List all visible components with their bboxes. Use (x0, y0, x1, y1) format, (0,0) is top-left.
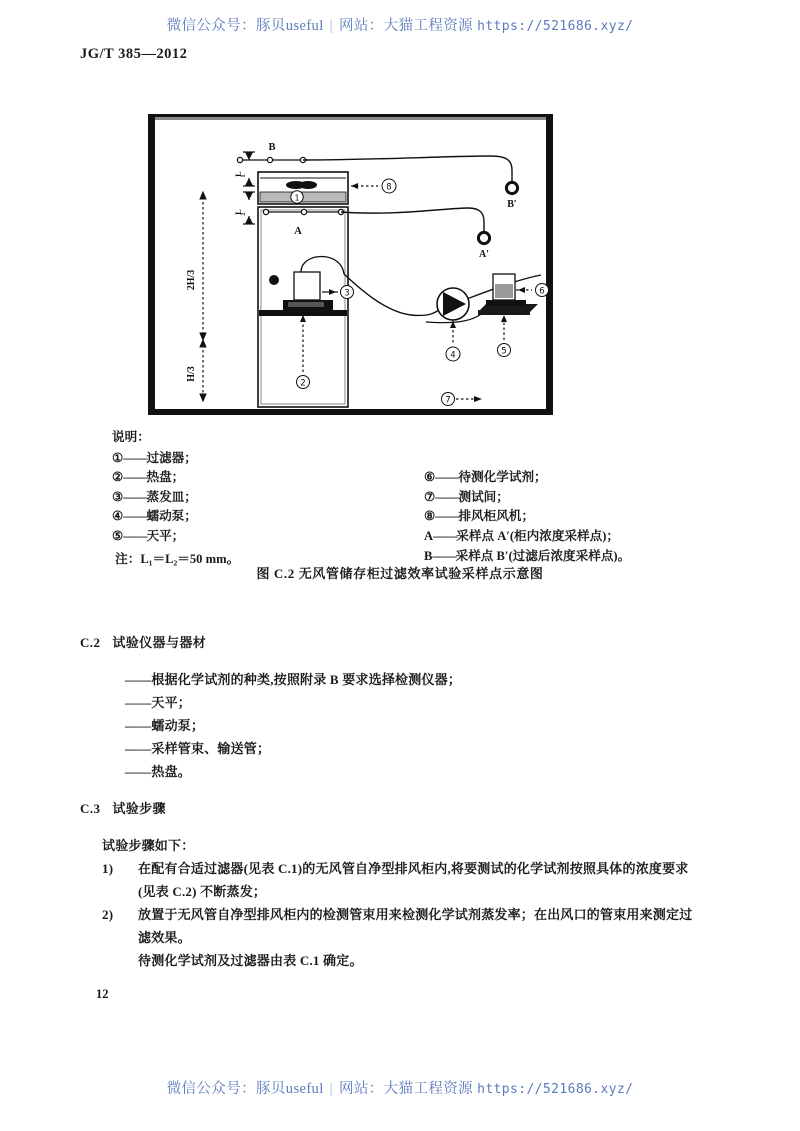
legend-item (424, 468, 734, 488)
list-item: ——采样管束、输送管； (125, 741, 271, 756)
legend-item-key: ① (112, 450, 124, 465)
svg-text:4: 4 (450, 350, 456, 361)
legend-item-key: ⑧ (424, 509, 436, 524)
legend-item-key: ⑤ (112, 528, 124, 543)
legend-item-text: 排风柜风机； (458, 509, 535, 524)
list-item (102, 857, 702, 903)
legend-item-dash: —— (433, 528, 457, 543)
legend-item-dash: —— (432, 548, 456, 563)
section-c2-list (125, 668, 725, 783)
legend-item-text: 蒸发皿； (146, 489, 197, 504)
legend-item (112, 449, 412, 469)
legend-item-key: A (424, 528, 434, 543)
list-item (102, 903, 702, 949)
watermark-bottom (0, 1077, 800, 1098)
legend-column-right (424, 468, 734, 566)
list-item: ——天平； (125, 695, 192, 710)
section-c2-number: C.2 (80, 635, 101, 650)
legend-note-prefix: 注： (115, 551, 141, 566)
watermark-site-label: 网站： (338, 1081, 384, 1097)
svg-text:3: 3 (344, 288, 350, 299)
list-item-text: 在配有合适过滤器(见表 C.1)的无风管自净型排风柜内,将要测试的化学试剂按照具体的浓度要求(见表 C.2) 不断蒸发； (138, 861, 689, 899)
legend-item-dash: —— (123, 450, 147, 465)
legend-item-dash: —— (435, 489, 459, 504)
section-c3-body (102, 834, 702, 972)
legend-item-key: ③ (112, 489, 124, 504)
svg-text:2: 2 (241, 212, 247, 216)
page-number: 12 (96, 987, 109, 1001)
watermark-separator: | (329, 1081, 333, 1097)
legend-item (112, 507, 412, 527)
watermark-wechat-value: 豚贝useful (256, 1081, 324, 1097)
legend-item (424, 527, 734, 547)
svg-text:A′: A′ (478, 249, 490, 260)
svg-text:1: 1 (294, 193, 300, 203)
svg-text:7: 7 (445, 395, 451, 406)
label-l1: L (233, 171, 243, 177)
section-c3-heading (80, 798, 166, 817)
legend-item-key: ② (112, 470, 124, 485)
watermark-top (0, 14, 800, 35)
legend-item (112, 527, 412, 547)
legend-item-key: B (424, 548, 433, 563)
watermark-wechat-value: 豚贝useful (256, 18, 324, 34)
legend-item-text: 过滤器； (146, 450, 197, 465)
watermark-url: https://521686.xyz/ (477, 1082, 634, 1097)
watermark-site-label: 网站： (338, 18, 384, 34)
section-c3-intro: 试验步骤如下： (102, 838, 195, 853)
section-c3-title: 试验步骤 (112, 801, 166, 816)
figure-c2-diagram (146, 112, 555, 417)
watermark-separator: | (329, 18, 333, 34)
label-point-a: A (294, 226, 302, 237)
section-c3-tail: 待测化学试剂及过滤器由表 C.1 确定。 (138, 953, 363, 968)
list-item-text: 放置于无风管自净型排风柜内的检测管束用来检测化学试剂蒸发率；在出风口的管束用来测定过滤效果。 (138, 907, 693, 945)
legend-item (424, 488, 734, 508)
legend-item-text: 待测化学试剂； (458, 470, 547, 485)
label-point-b: B (268, 142, 276, 153)
document-standard-code: JG/T 385—2012 (80, 46, 188, 62)
watermark-url: https://521686.xyz/ (477, 19, 634, 34)
figure-caption: 图 C.2 无风管储存柜过滤效率试验采样点示意图 (256, 566, 544, 581)
list-item-marker: 1) (102, 861, 114, 876)
label-2h3: 2H/3 (186, 269, 197, 291)
legend-item-dash: —— (123, 528, 147, 543)
legend-title: 说明： (112, 430, 150, 444)
legend-item-text: 热盘； (146, 470, 185, 485)
list-item-marker: 2) (102, 907, 114, 922)
legend-column-left (112, 449, 412, 547)
watermark-wechat-label: 微信公众号： (166, 1081, 256, 1097)
legend-item-dash: —— (435, 509, 459, 524)
legend-item-text: 蠕动泵； (146, 509, 197, 524)
legend-item-dash: —— (123, 509, 147, 524)
section-c3-steps (102, 857, 702, 949)
svg-text:6: 6 (539, 286, 545, 297)
legend-item (112, 488, 412, 508)
svg-text:5: 5 (501, 346, 507, 357)
section-c2-heading (80, 632, 206, 651)
legend-item-dash: —— (123, 489, 147, 504)
legend-item-text: 采样点 A′(柜内浓度采样点)； (456, 528, 620, 543)
list-item: ——蠕动泵； (125, 718, 205, 733)
legend-item-dash: —— (123, 470, 147, 485)
svg-text:8: 8 (386, 182, 392, 193)
legend-item-dash: —— (435, 470, 459, 485)
legend-item (424, 507, 734, 527)
watermark-site-value: 大猫工程资源 (383, 18, 474, 34)
legend-item (112, 468, 412, 488)
legend-item-key: ④ (112, 509, 124, 524)
callout-filter (291, 191, 303, 203)
svg-text:1: 1 (241, 174, 247, 178)
legend-item-text: 测试间； (458, 489, 509, 504)
figure-legend (112, 428, 732, 569)
legend-item-text: 天平； (146, 528, 185, 543)
watermark-site-value: 大猫工程资源 (383, 1081, 474, 1097)
legend-item-key: ⑦ (424, 489, 436, 504)
legend-item-text: 采样点 B′(过滤后浓度采样点)。 (455, 548, 631, 563)
watermark-wechat-label: 微信公众号： (166, 18, 256, 34)
svg-text:B′: B′ (507, 199, 517, 210)
legend-note-text: L₁＝L₂＝50 mm。 (140, 551, 240, 566)
label-h3: H/3 (186, 366, 197, 382)
section-c2-title: 试验仪器与器材 (112, 635, 207, 650)
label-l2: L (233, 209, 243, 215)
list-item: ——根据化学试剂的种类,按照附录 B 要求选择检测仪器； (125, 672, 462, 687)
legend-item-key: ⑥ (424, 470, 436, 485)
list-item: ——热盘。 (125, 764, 192, 779)
svg-text:2: 2 (300, 378, 306, 389)
section-c3-number: C.3 (80, 801, 101, 816)
